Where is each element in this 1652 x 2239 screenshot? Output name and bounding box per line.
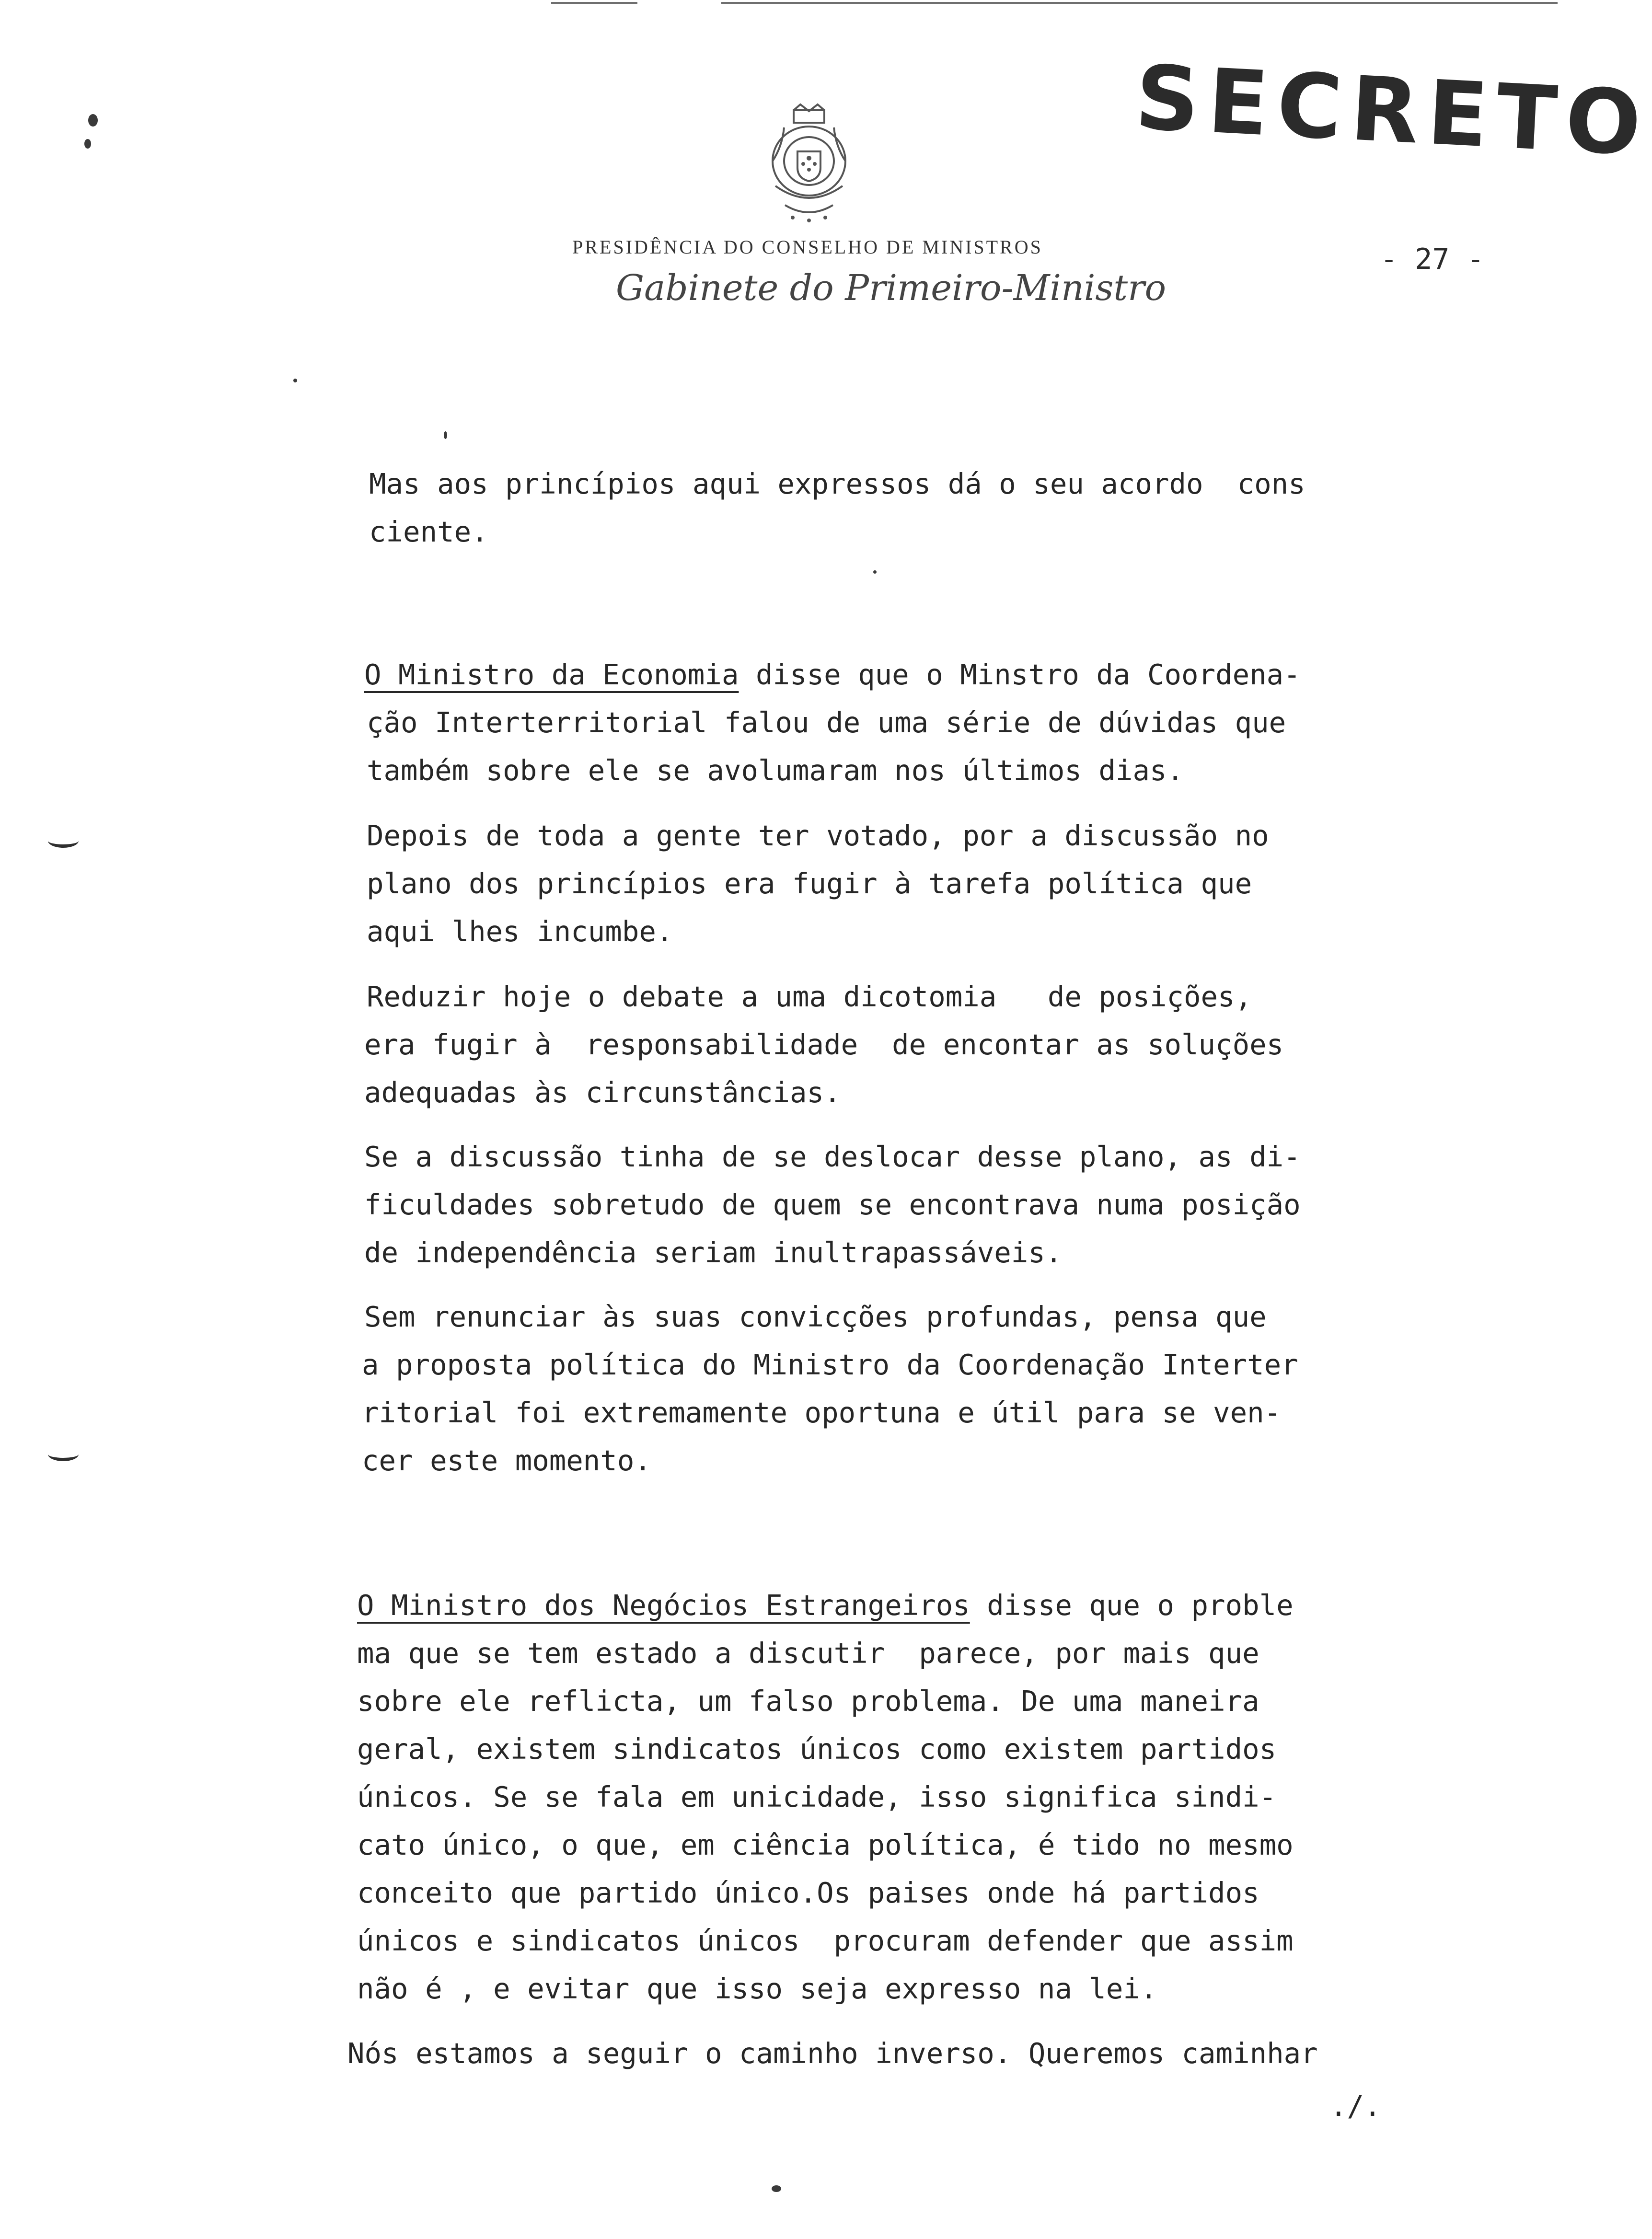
- text-line: de independência seriam inultrapassáveis.: [364, 1236, 1063, 1269]
- text-line: O Ministro da Economia disse que o Minstro da Coordena-: [364, 658, 1301, 691]
- text-line: era fugir à responsabilidade de encontar as soluções: [364, 1028, 1284, 1061]
- text-line: Depois de toda a gente ter votado, por a discussão no: [367, 819, 1269, 852]
- text-line: únicos e sindicatos únicos procuram defender que assim: [357, 1924, 1294, 1957]
- text-line: ma que se tem estado a discutir parece, por mais que: [357, 1637, 1259, 1670]
- text-line: cer este momento.: [362, 1444, 651, 1477]
- text-line: também sobre ele se avolumaram nos últimos dias.: [367, 754, 1184, 787]
- text-line: ritorial foi extremamente oportuna e útil para se ven-: [362, 1396, 1282, 1429]
- text-line: ciente.: [369, 515, 488, 548]
- margin-mark: [48, 834, 79, 848]
- scan-speck: [772, 2185, 781, 2192]
- text-line: Mas aos princípios aqui expressos dá o seu acordo cons: [369, 467, 1305, 500]
- continuation-mark: ./.: [1330, 2089, 1381, 2123]
- text-line: conceito que partido único.Os paises onde há partidos: [357, 1876, 1259, 1909]
- text-line: ção Interterritorial falou de uma série de dúvidas que: [367, 706, 1286, 739]
- text-line: aqui lhes incumbe.: [367, 915, 673, 948]
- coat-of-arms-emblem: [756, 104, 862, 224]
- office-title: PRESIDÊNCIA DO CONSELHO DE MINISTROS: [572, 236, 1043, 258]
- text-line: Sem renunciar às suas convicções profundas, pensa que: [364, 1300, 1267, 1333]
- margin-mark: [48, 1447, 79, 1461]
- top-rule: [551, 2, 637, 4]
- text-line: únicos. Se se fala em unicidade, isso significa sindi-: [357, 1780, 1277, 1813]
- text-line: ficuldades sobretudo de quem se encontrava numa posição: [364, 1188, 1301, 1221]
- top-rule: [721, 2, 1558, 4]
- scan-speck: [88, 114, 98, 127]
- text-line: adequadas às circunstâncias.: [364, 1076, 841, 1109]
- text-line: Reduzir hoje o debate a uma dicotomia de posições,: [367, 980, 1252, 1013]
- text-line: plano dos princípios era fugir à tarefa política que: [367, 867, 1252, 900]
- text-line: geral, existem sindicatos únicos como existem partidos: [357, 1732, 1277, 1766]
- speaker-heading: O Ministro dos Negócios Estrangeiros: [357, 1589, 970, 1622]
- text-line: sobre ele reflicta, um falso problema. De uma maneira: [357, 1685, 1259, 1718]
- classification-stamp: SECRETO: [1132, 46, 1652, 176]
- text-line: Se a discussão tinha de se deslocar desse plano, as di-: [364, 1140, 1301, 1173]
- scan-speck: [293, 379, 297, 382]
- speaker-heading: O Ministro da Economia: [364, 658, 739, 691]
- text-line: a proposta política do Ministro da Coordenação Interter: [362, 1348, 1298, 1381]
- scan-speck: [873, 570, 877, 574]
- cabinet-subtitle: Gabinete do Primeiro-Ministro: [616, 267, 1167, 309]
- text-line: cato único, o que, em ciência política, é tido no mesmo: [357, 1828, 1294, 1861]
- scan-speck: [84, 139, 91, 149]
- text-line: O Ministro dos Negócios Estrangeiros disse que o proble: [357, 1589, 1294, 1622]
- page-number: - 27 -: [1380, 242, 1484, 276]
- text-line: Nós estamos a seguir o caminho inverso. Queremos caminhar: [347, 2037, 1318, 2070]
- text-line: não é , e evitar que isso seja expresso na lei.: [357, 1972, 1157, 2005]
- scan-speck: [444, 431, 447, 439]
